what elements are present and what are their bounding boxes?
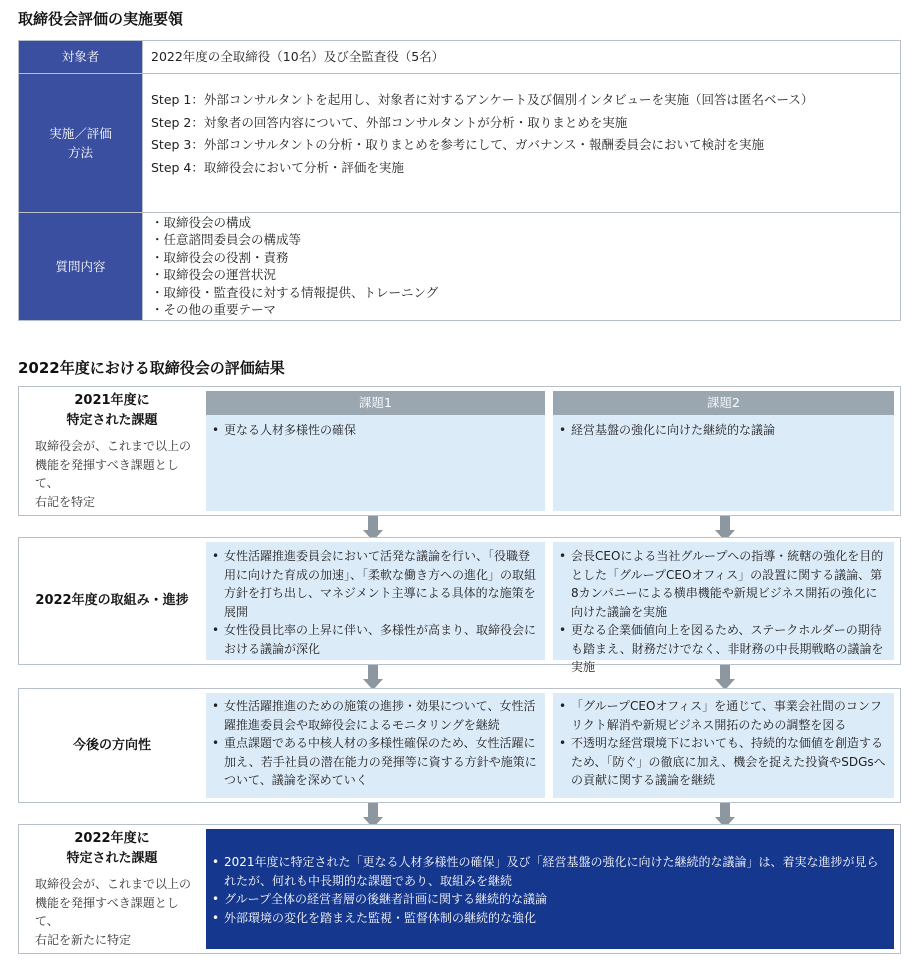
row-line: 2022年度の全取締役（10名）及び全監査役（5名） bbox=[151, 49, 445, 64]
issues-2022-panel bbox=[206, 829, 894, 949]
table-row-target bbox=[19, 41, 900, 74]
row-2022-issues bbox=[18, 824, 901, 954]
issue-2-header: 課題2 bbox=[553, 391, 894, 415]
questions-row bbox=[19, 213, 900, 320]
down-arrow-icon bbox=[364, 665, 382, 690]
row-label-title: 今後の方向性 bbox=[72, 737, 151, 753]
bullet-item: • 会長CEOによる当社グループへの指導・統轄の強化を目的とした「グループCEOオフィス」の設置に関する議論、第8カンパニーによる横串機能や新規ビジネス開拓の強化に向けた議論を実施 bbox=[559, 547, 886, 621]
row-header: 実施／評価 方法 bbox=[19, 74, 142, 212]
row-future-direction bbox=[18, 688, 901, 803]
question-item: ・取締役会の構成 bbox=[151, 215, 252, 230]
row-label bbox=[19, 825, 205, 953]
row-label-title: 2022年度の取組み・進捗 bbox=[35, 593, 189, 608]
progress-column-1 bbox=[206, 542, 545, 660]
question-item: ・その他の重要テーマ bbox=[151, 302, 277, 318]
row-content bbox=[142, 213, 900, 320]
bullet-item: • グループ全体の経営者層の後継者計画に関する継続的な議論 bbox=[212, 890, 884, 909]
direction-column-2 bbox=[553, 693, 894, 798]
table-row-method bbox=[19, 74, 900, 213]
row-header: 対象者 bbox=[19, 41, 142, 73]
section-title-results: 2022年度における取締役会の評価結果 bbox=[18, 359, 285, 377]
step-line: Step 3：外部コンサルタントの分析・取りまとめを参考にして、ガバナンス・報酬委員会において検討を実施 bbox=[151, 137, 765, 152]
direction-column-1 bbox=[206, 693, 545, 798]
bullet-item: • 外部環境の変化を踏まえた監視・監督体制の継続的な強化 bbox=[212, 909, 884, 928]
row-2021-issues bbox=[18, 386, 901, 516]
row-header-questions: 質問内容 bbox=[19, 213, 142, 320]
bullet-item: • 重点課題である中核人材の多様性確保のため、女性活躍に加え、若手社員の潜在能力の発揮等に資する方針や施策について、議論を深めていく bbox=[212, 734, 537, 790]
question-item: ・取締役会の役割・責務 bbox=[151, 249, 289, 265]
bullet-item: • 不透明な経営環境下においても、持続的な価値を創造するため、「防ぐ」の徹底に加え、機会を捉えた投資やSDGsへの貢献に関する議論を継続 bbox=[559, 734, 886, 790]
section-title-implementation: 取締役会評価の実施要領 bbox=[18, 10, 184, 28]
question-item: ・任意諮問委員会の構成等 bbox=[151, 232, 302, 248]
row-content bbox=[142, 74, 900, 212]
step-line: Step 1：外部コンサルタントを起用し、対象者に対するアンケート及び個別インタビューを実施（回答は匿名ベース） bbox=[151, 92, 814, 107]
row-label bbox=[19, 387, 205, 515]
bullet-item: • 女性活躍推進のための施策の進捗・効果について、女性活躍推進委員会や取締役会によるモニタリングを継続 bbox=[212, 697, 537, 734]
step-line: Step 4：取締役会において分析・評価を実施 bbox=[151, 159, 404, 175]
row-label-title: 2022年度に 特定された課題 bbox=[66, 831, 158, 866]
bullet-item: • 女性役員比率の上昇に伴い、多様性が高まり、取締役会における議論が深化 bbox=[212, 621, 537, 658]
row-label bbox=[19, 689, 205, 802]
step-line: Step 2：対象者の回答内容について、外部コンサルタントが分析・取りまとめを実施 bbox=[151, 114, 628, 130]
issue-2-column bbox=[553, 391, 894, 511]
row-label-sub: 取締役会が、これまで以上の 機能を発揮すべき課題として、 右記を特定 bbox=[35, 439, 192, 509]
row-2022-progress bbox=[18, 537, 901, 674]
bullet-item: • 「グループCEOオフィス」を通じて、事業会社間のコンフリクト解消や新規ビジネス開拓のための調整を図る bbox=[559, 697, 886, 734]
bullet-item: • 2021年度に特定された「更なる人材多様性の確保」及び「経営基盤の強化に向けた継続的な議論」は、着実な進捗が見られたが、何れも中長期的な課題であり、取組みを継続 bbox=[212, 853, 884, 890]
row-label bbox=[19, 538, 205, 664]
bullet-item: • 更なる企業価値向上を図るため、ステークホルダーの期待も踏まえ、財務だけでなく、非財務の中長期戦略の議論を実施 bbox=[559, 621, 886, 677]
row-content bbox=[142, 41, 900, 73]
bullet-item: • 経営基盤の強化に向けた継続的な議論 bbox=[559, 421, 886, 440]
question-item: ・取締役会の運営状況 bbox=[151, 267, 277, 283]
issue-1-column bbox=[206, 391, 545, 511]
row-label-title: 2021年度に 特定された課題 bbox=[66, 393, 158, 428]
row-label-sub: 取締役会が、これまで以上の 機能を発揮すべき課題として、 右記を新たに特定 bbox=[35, 877, 192, 947]
down-arrow-icon bbox=[716, 665, 734, 690]
progress-column-2 bbox=[553, 542, 894, 674]
bullet-item: • 更なる人材多様性の確保 bbox=[212, 421, 537, 440]
issue-1-header: 課題1 bbox=[206, 391, 545, 415]
question-item: ・取締役・監査役に対する情報提供、トレーニング bbox=[151, 284, 439, 300]
bullet-item: • 女性活躍推進委員会において活発な議論を行い、「役職登用に向けた育成の加速」、「柔軟な働き方への進化」の取組方針を打ち出し、マネジメント主導による具体的な施策を展開 bbox=[212, 547, 537, 621]
